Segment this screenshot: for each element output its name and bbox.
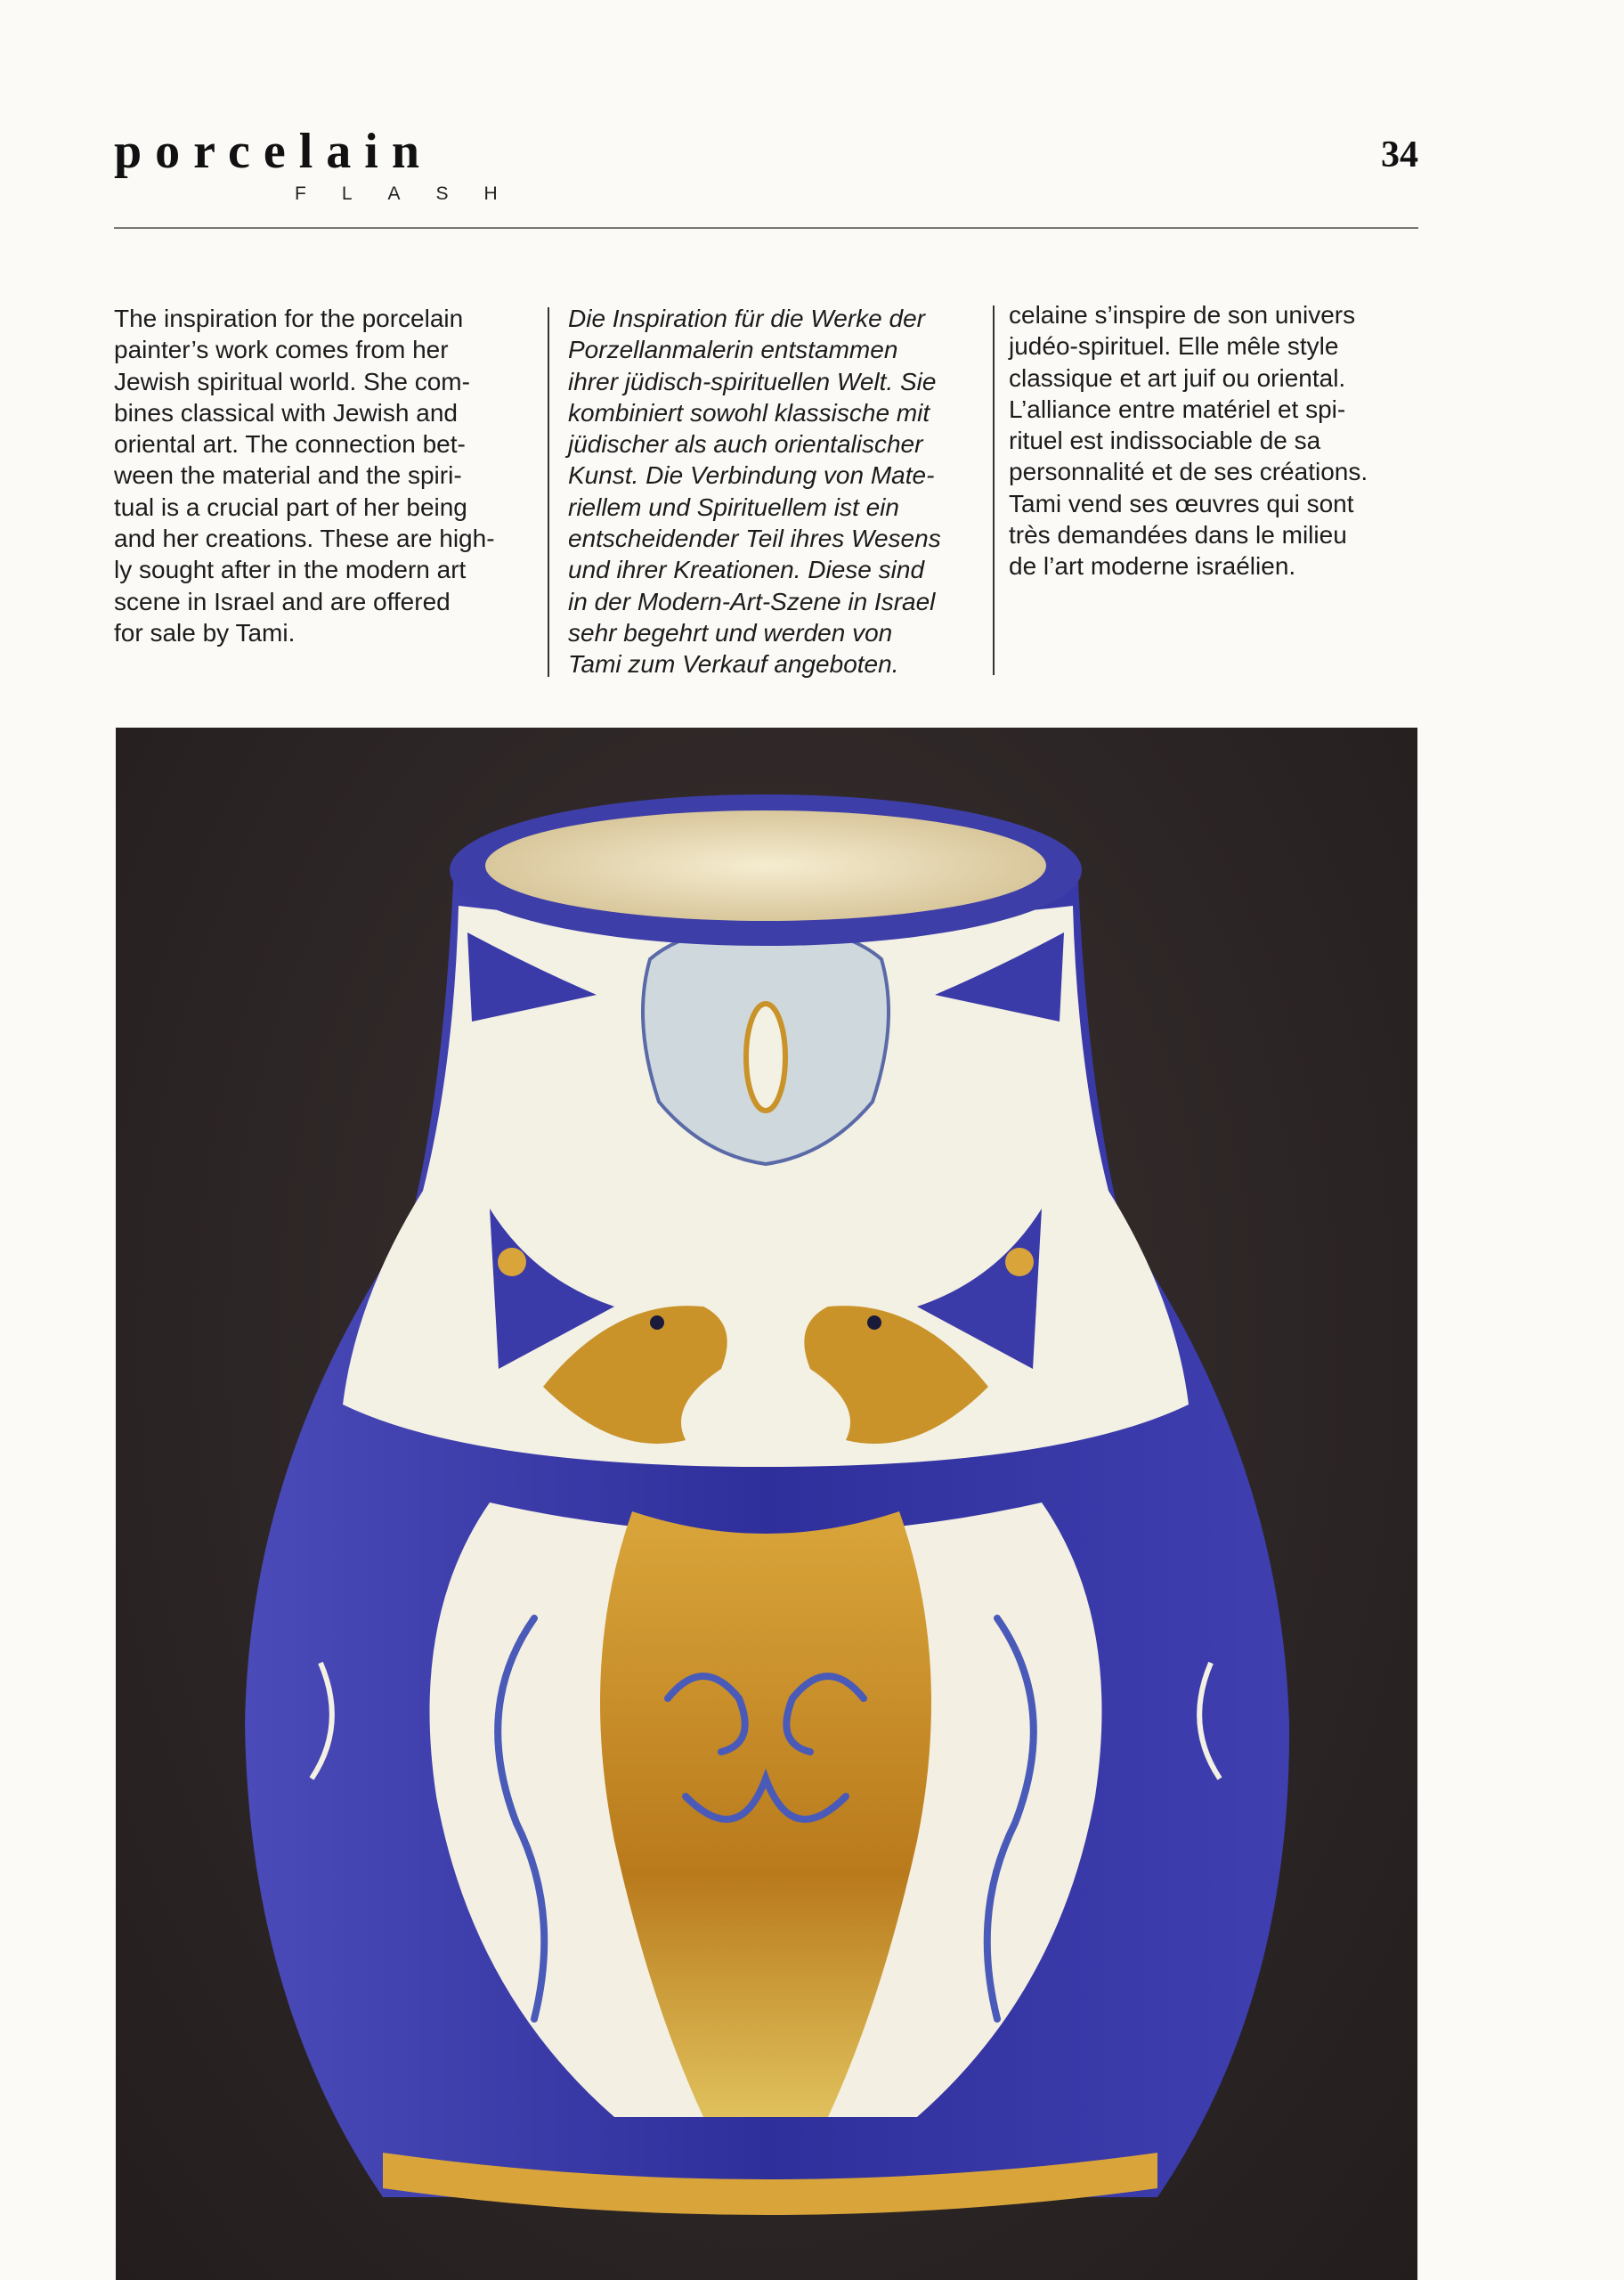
text-column-english: The inspiration for the porcelain painter’s work comes from her Jewish spiritual world. She com- bines classical with Jewish and oriental art. The connection bet- ween the material and the spiri- tual is a crucial part of her being and her creations. These are high- ly sought after in the modern art scene in Israel and are offered for sale by Tami. xyxy=(114,305,495,647)
vase-mouth xyxy=(485,810,1046,921)
column-divider-1 xyxy=(548,307,549,677)
text-column-french: celaine s’inspire de son univers judéo-spirituel. Elle mêle style classique et art juif ou oriental. L’alliance entre matériel et spi- rituel est indissociable de sa personnalité et de ses créations. Tami vend ses œuvres qui sont très demandées dans le milieu de l’art moderne israélien. xyxy=(1009,301,1368,581)
page-number: 34 xyxy=(1381,134,1418,175)
vase-illustration xyxy=(116,728,1417,2280)
brand-title: porcelain xyxy=(114,124,433,179)
page-header xyxy=(114,125,1418,232)
header-divider xyxy=(114,227,1418,229)
column-divider-2 xyxy=(993,305,995,675)
text-column-german: Die Inspiration für die Werke der Porzellanmalerin entstammen ihrer jüdisch-spirituellen Welt. Sie kombiniert sowohl klassische mit jüdischer als auch orientalischer Kunst. Die Verbindung von Mate- riellem und Spirituellem ist ein entscheidender Teil ihres Wesens und ihrer Kreationen. Diese sind in der Modern-Art-Szene in Israel sehr begehrt und werden von Tami zum Verkauf angeboten. xyxy=(568,305,941,679)
vase-photo xyxy=(116,728,1417,2280)
brand-subtitle: FLASH xyxy=(295,183,533,204)
